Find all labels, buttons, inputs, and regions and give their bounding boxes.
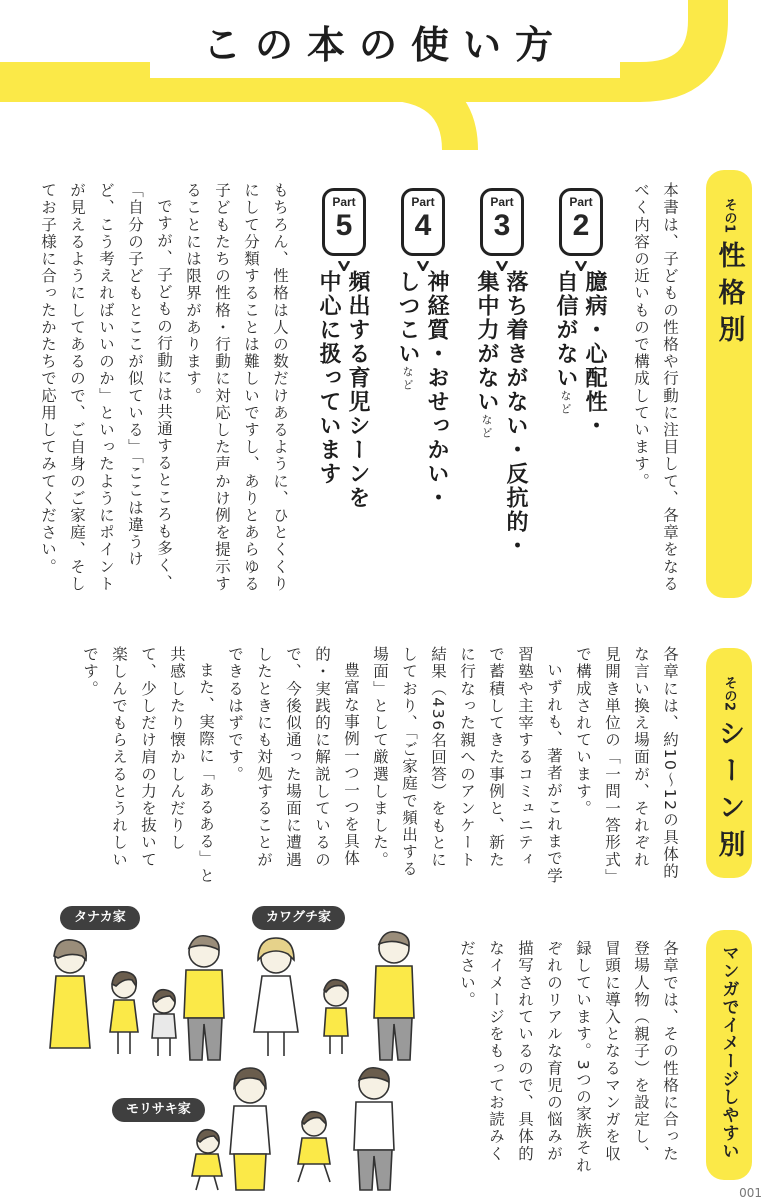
- part-heading-text: 臆病・心配性・自信がない: [553, 270, 607, 438]
- kawaguchi-father-figure: [374, 932, 414, 1060]
- part-number: 5: [335, 209, 353, 242]
- part-badge: [478, 188, 526, 275]
- kawaguchi-mother-figure: [254, 938, 298, 1056]
- part-badge: [399, 188, 447, 275]
- part-heading-text: 頻出する育児シーンを中心に扱っています: [316, 270, 370, 510]
- family-illustration: [36, 928, 436, 1194]
- paragraph: ですが、子どもの行動には共通するところも多く、「自分の子どもとここが似ている」「ここは違うけど、こう考えればいいのか」といったようにポイントが見えるようにしてあるので、ご自身のご家庭、そしてお子様に合ったかたちで応用してみてください。: [39, 182, 173, 593]
- tanaka-child-figure: [152, 990, 176, 1056]
- paragraph: また、実際に「あるある」と共感したり懐かしんだりして、少しだけ肩の力を抜いて楽しんでもらえるとうれしいです。: [81, 646, 215, 884]
- part-heading: [551, 270, 609, 460]
- section-tab-manga: [706, 930, 752, 1180]
- part-heading-text: 神経質・おせっかい・しつこい: [395, 270, 449, 510]
- morisaki-child-figure: [192, 1130, 222, 1190]
- family-label-kawaguchi: カワグチ家: [252, 906, 345, 930]
- section-tab-number: その1: [721, 198, 737, 234]
- intro-text: 本書は、子どもの性格や行動に注目して、各章をなるべく内容の近いもので構成しています。: [632, 182, 679, 593]
- part-label: Part: [490, 195, 514, 209]
- family-label-tanaka: タナカ家: [60, 906, 140, 930]
- body-text-personality: [33, 182, 294, 600]
- paragraph: 各章では、その性格に合った登場人物（親子）を設定し、冒頭に導入となるマンガを収録しています。3つの家族それぞれのリアルな育児の悩みが描写されているので、具体的なイメージをもってお読みください。: [458, 940, 679, 1174]
- section-tab-personality: [706, 170, 752, 598]
- paragraph: もちろん、性格は人の数だけあるように、ひとくくりにして分類することは難しいですし、ありとあらゆる子どもたちの性格・行動に対応した声かけ例を提示することには限界があります。: [184, 182, 289, 593]
- tanaka-child-figure: [110, 972, 138, 1054]
- page-title: この本の使い方: [202, 23, 567, 67]
- section-tab-number: その2: [721, 676, 737, 712]
- tanaka-father-figure: [184, 936, 224, 1060]
- morisaki-child-figure: [298, 1112, 330, 1182]
- paragraph: 豊富な事例一つ一つを具体的・実践的に解説しているので、今後似通った場面に遭遇したときにも対処することができるはずです。: [226, 646, 360, 869]
- part-heading: [393, 270, 451, 520]
- part-number: 4: [414, 209, 432, 242]
- section-tab-title: マンガでイメージしやすい: [718, 944, 739, 1160]
- part-label: Part: [332, 195, 356, 209]
- part-number: 3: [493, 209, 511, 242]
- family-label-morisaki: モリサキ家: [112, 1098, 205, 1122]
- body-text-scene: [75, 646, 684, 884]
- morisaki-father-figure: [354, 1068, 394, 1190]
- part-badge: [320, 188, 368, 275]
- page-number: 001: [739, 1186, 762, 1200]
- part-heading-suffix: など: [559, 390, 572, 416]
- morisaki-mother-figure: [230, 1068, 270, 1190]
- body-text-manga: [452, 940, 684, 1178]
- kawaguchi-child-figure: [324, 980, 348, 1054]
- part-heading-suffix: など: [480, 414, 493, 440]
- section-tab-title: 性格別: [713, 241, 745, 353]
- section-tab-scene: [706, 648, 752, 878]
- part-label: Part: [569, 195, 593, 209]
- paragraph: 各章には、約10～12の具体的な言い換え場面が、それぞれ見開き単位の「一問一答形式」で構成されています。: [574, 646, 679, 880]
- paragraph: いずれも、著者がこれまで学習塾や主宰するコミュニティで蓄積してきた事例と、新たに行なった親へのアンケート結果（436名回答）をもとにしており、「ご家庭で頻出する場面」として厳選しました。: [371, 646, 563, 884]
- part-heading: [314, 270, 372, 530]
- section-tab-title: シーン別: [713, 719, 745, 868]
- part-label: Part: [411, 195, 435, 209]
- part-number: 2: [572, 209, 590, 242]
- part-heading-text: 落ち着きがない・反抗的・集中力がない: [474, 270, 528, 558]
- part-badge: [557, 188, 605, 275]
- part-heading: [472, 270, 530, 570]
- tanaka-mother-figure: [50, 940, 90, 1048]
- part-heading-suffix: など: [401, 366, 414, 392]
